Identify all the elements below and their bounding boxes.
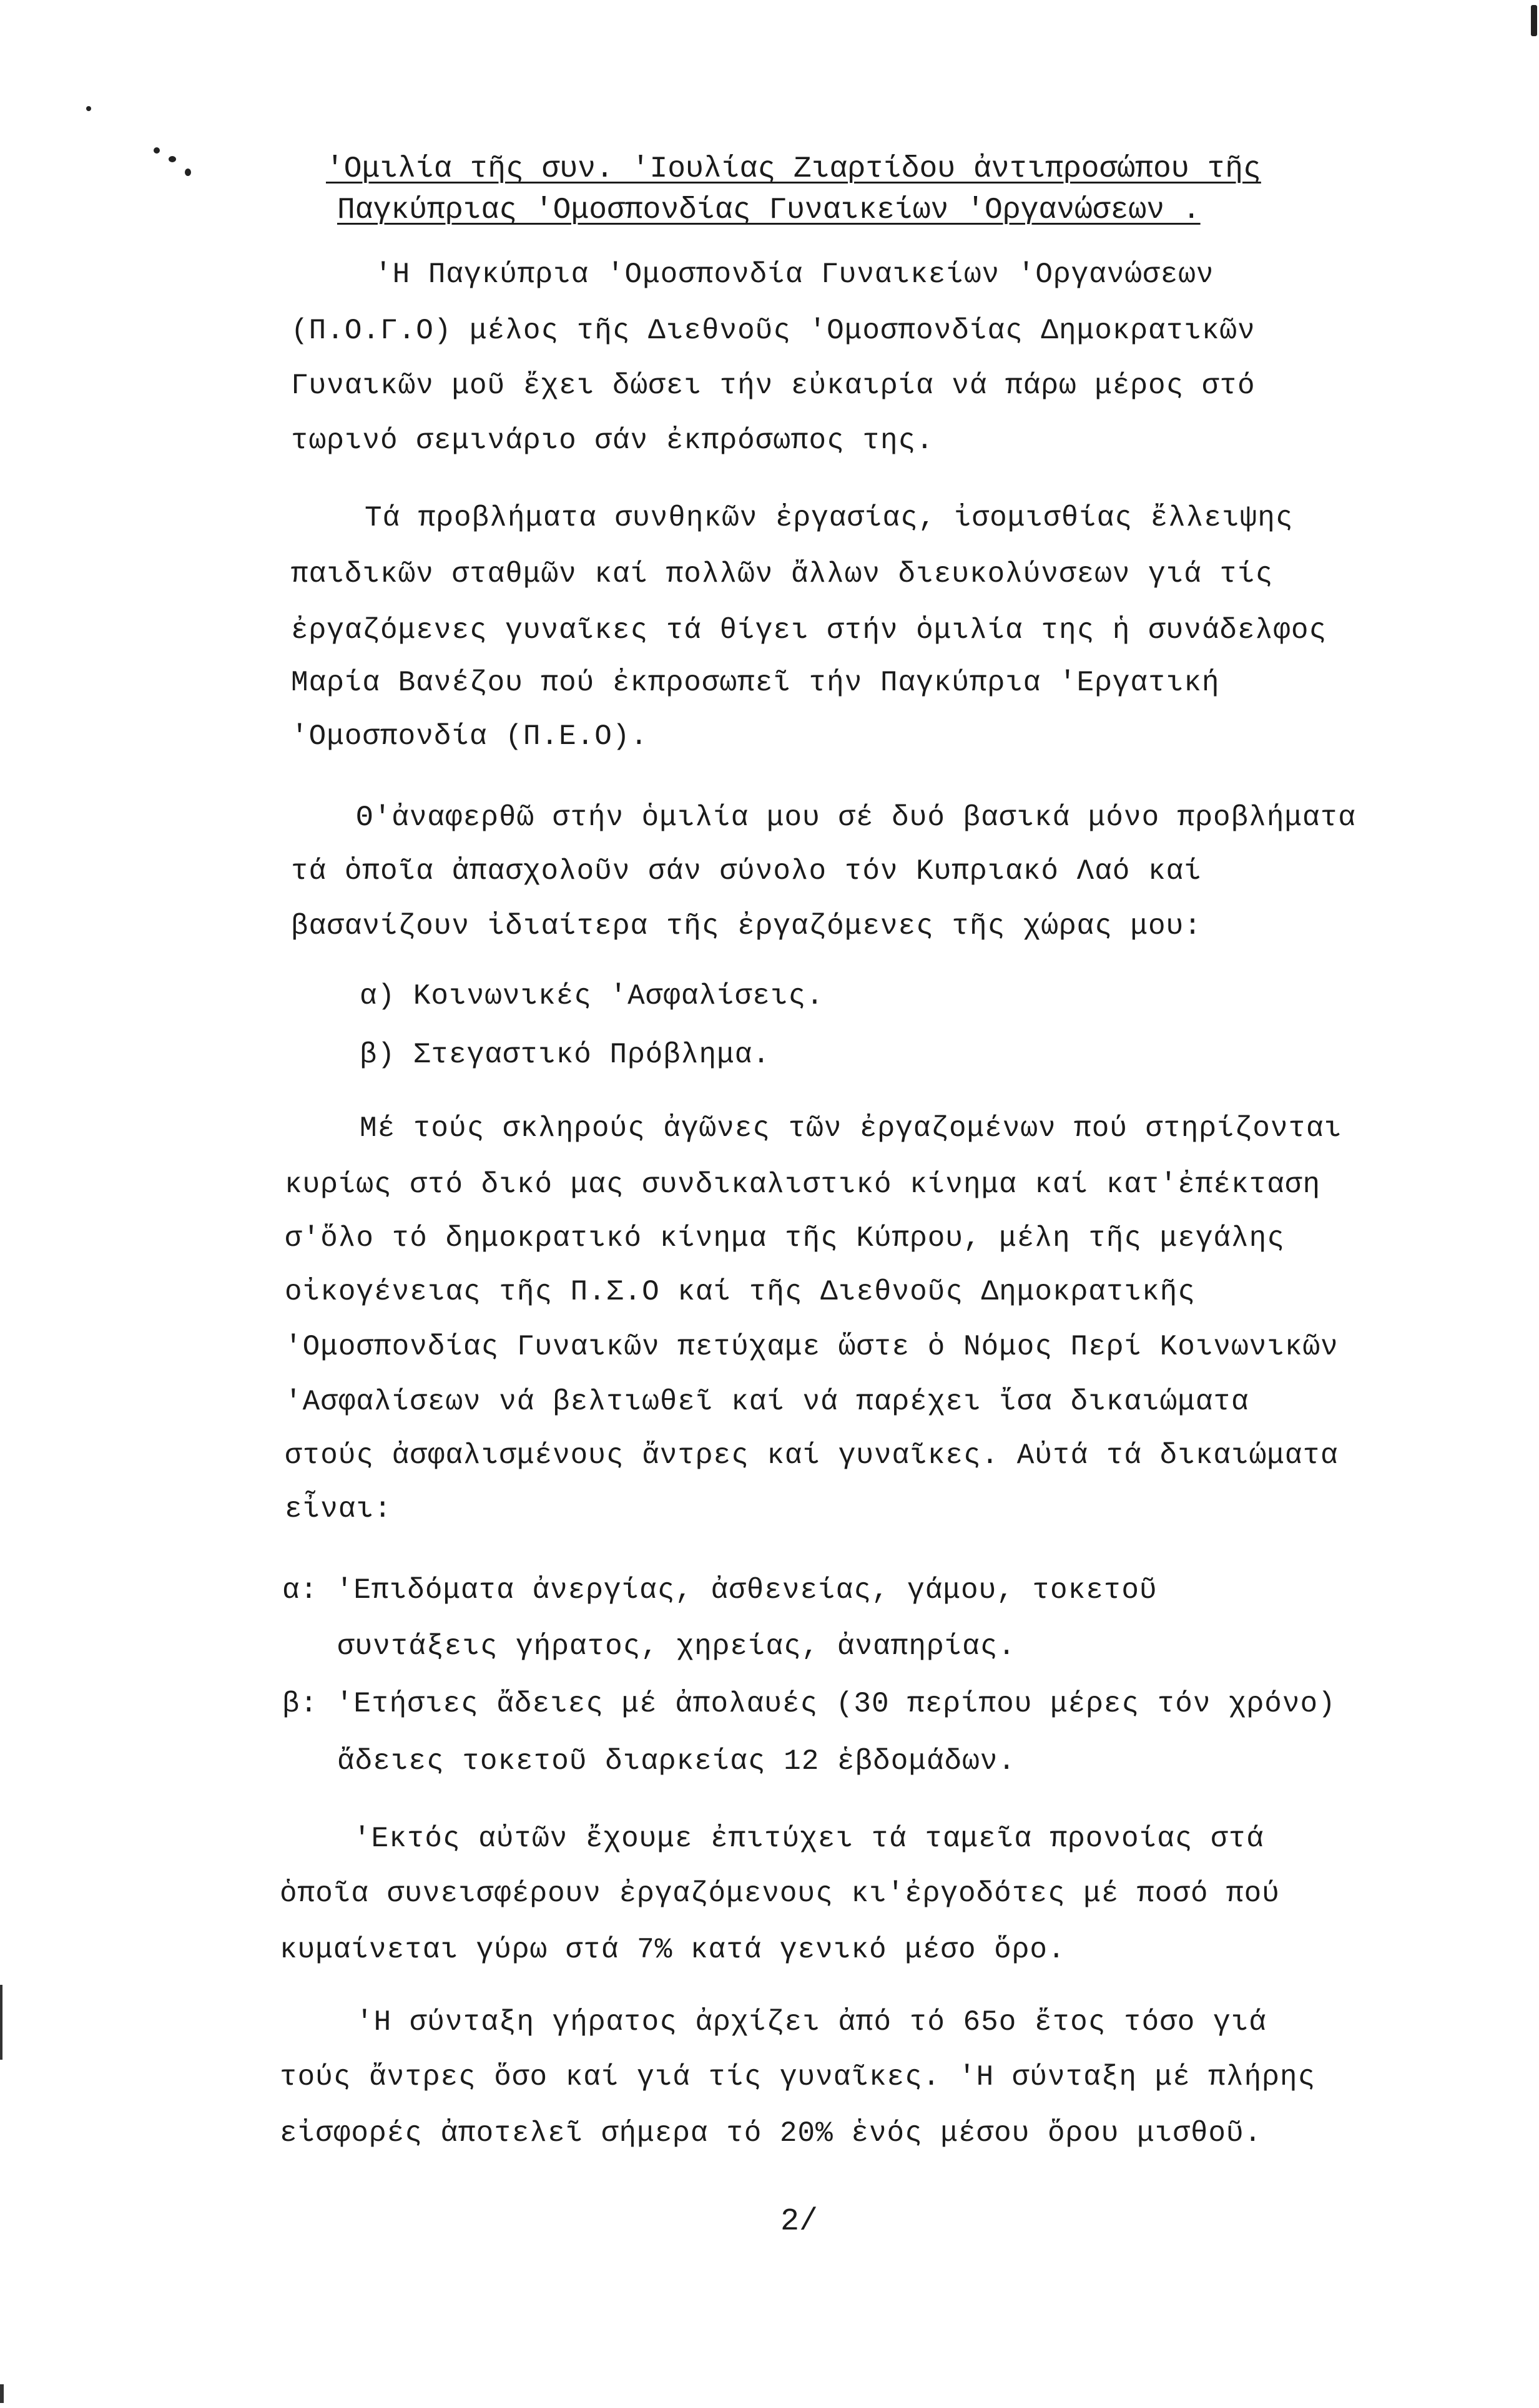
paragraph-3-line-1: Θ'ἀναφερθῶ στήν ὁμιλία μου σέ δυό βασικά μόνο προβλήματα — [356, 801, 1356, 834]
paragraph-2-line-3: ἐργαζόμενες γυναῖκες τά θίγει στήν ὁμιλία της ἡ συνάδελφος — [291, 614, 1327, 647]
paragraph-4-line-5: 'Ομοσπονδίας Γυναικῶν πετύχαμε ὥστε ὁ Νόμος Περί Κοινωνικῶν — [285, 1331, 1339, 1363]
paragraph-4-line-1: Μέ τούς σκληρούς ἀγῶνες τῶν ἐργαζομένων πού στηρίζονται — [360, 1112, 1342, 1145]
list-item-b: β) Στεγαστικό Πρόβλημα. — [360, 1039, 770, 1071]
paragraph-3-line-2: τά ὁποῖα ἀπασχολοῦν σάν σύνολο τόν Κυπριακό Λαό καί — [291, 855, 1202, 888]
rights-item-b-line-2: ἄδειες τοκετοῦ διαρκείας 12 ἑβδομάδων. — [337, 1745, 1016, 1778]
paragraph-1-line-3: Γυναικῶν μοῦ ἔχει δώσει τήν εὐκαιρία νά πάρω μέρος στό — [291, 370, 1256, 402]
scan-speck — [154, 147, 160, 154]
rights-item-a-line-2: συντάξεις γήρατος, χηρείας, ἀναπηρίας. — [337, 1630, 1016, 1663]
scan-speck — [1531, 5, 1537, 36]
list-item-a: α) Κοινωνικές 'Ασφαλίσεις. — [360, 980, 824, 1012]
paragraph-4-line-2: κυρίως στό δικό μας συνδικαλιστικό κίνημα καί κατ'ἐπέκταση — [285, 1168, 1321, 1201]
paragraph-1-line-2: (Π.Ο.Γ.Ο) μέλος τῆς Διεθνοῦς 'Ομοσπονδίας Δημοκρατικῶν — [291, 315, 1256, 347]
scan-speck — [86, 106, 91, 111]
paragraph-7-line-2: τούς ἄντρες ὅσο καί γιά τίς γυναῖκες. 'Η σύνταξη μέ πλήρης — [280, 2061, 1316, 2093]
paragraph-6-line-1: 'Εκτός αὐτῶν ἔχουμε ἐπιτύχει τά ταμεῖα προνοίας στά — [353, 1823, 1264, 1855]
paragraph-4-line-8: εἶναι: — [285, 1493, 392, 1525]
rights-item-a-line-1: α: 'Επιδόματα ἀνεργίας, ἀσθενείας, γάμου, τοκετοῦ — [282, 1574, 1158, 1607]
paragraph-3-line-3: βασανίζουν ἰδιαίτερα τῆς ἐργαζόμενες τῆς χώρας μου: — [291, 910, 1202, 942]
paragraph-2-line-5: 'Ομοσπονδία (Π.Ε.Ο). — [291, 720, 649, 753]
paragraph-2-line-4: Μαρία Βανέζου πού ἐκπροσωπεῖ τήν Παγκύπρια 'Εργατική — [291, 667, 1220, 699]
paragraph-2-line-2: παιδικῶν σταθμῶν καί πολλῶν ἄλλων διευκολύνσεων γιά τίς — [291, 558, 1274, 590]
paragraph-1-line-4: τωρινό σεμινάριο σάν ἐκπρόσωπος της. — [291, 424, 934, 457]
paragraph-1-line-1: 'Η Παγκύπρια 'Ομοσπονδία Γυναικείων 'Οργανώσεων — [375, 258, 1214, 291]
paragraph-7-line-1: 'Η σύνταξη γήρατος ἀρχίζει ἀπό τό 65ο ἔτος τόσο γιά — [356, 2006, 1267, 2038]
title-line-2: Παγκύπριας 'Ομοσπονδίας Γυναικείων 'Οργανώσεων . — [337, 193, 1201, 227]
paragraph-4-line-7: στούς ἀσφαλισμένους ἄντρες καί γυναῖκες. Αὐτά τά δικαιώματα — [285, 1439, 1339, 1472]
paragraph-4-line-3: σ'ὅλο τό δημοκρατικό κίνημα τῆς Κύπρου, μέλη τῆς μεγάλης — [285, 1222, 1285, 1255]
scan-speck — [185, 169, 191, 176]
paragraph-2-line-1: Τά προβλήματα συνθηκῶν ἐργασίας, ἰσομισθίας ἔλλειψης — [365, 502, 1294, 534]
scan-speck — [169, 156, 176, 162]
paragraph-4-line-4: οἰκογένειας τῆς Π.Σ.Ο καί τῆς Διεθνοῦς Δημοκρατικῆς — [285, 1276, 1196, 1308]
paragraph-6-line-3: κυμαίνεται γύρω στά 7% κατά γενικό μέσο ὅρο. — [280, 1934, 1066, 1966]
rights-item-b-line-1: β: 'Ετήσιες ἄδειες μέ ἀπολαυές (30 περίπου μέρες τόν χρόνο) — [282, 1688, 1336, 1720]
title-line-1: 'Ομιλία τῆς συν. 'Ιουλίας Ζιαρτίδου ἀντιπροσώπου τῆς — [326, 152, 1261, 186]
paragraph-7-line-3: εἰσφορές ἀποτελεῖ σήμερα τό 20% ἑνός μέσου ὅρου μισθοῦ. — [280, 2117, 1262, 2150]
paragraph-4-line-6: 'Ασφαλίσεων νά βελτιωθεῖ καί νά παρέχει ἴσα δικαιώματα — [285, 1386, 1249, 1418]
scan-edge-mark — [0, 1985, 2, 2060]
paragraph-6-line-2: ὁποῖα συνεισφέρουν ἐργαζόμενους κι'ἐργοδότες μέ ποσό πού — [280, 1877, 1280, 1910]
scan-edge-mark — [0, 2384, 4, 2403]
page-number: 2/ — [780, 2204, 819, 2239]
